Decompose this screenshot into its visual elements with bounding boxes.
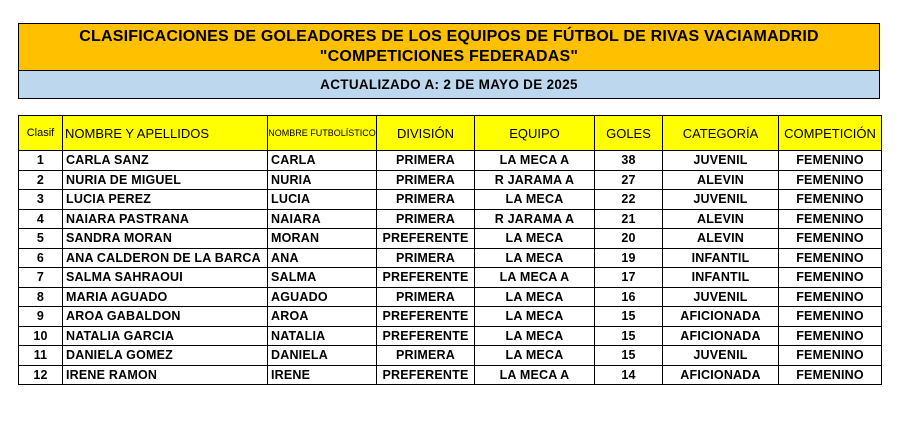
football-name-cell: AGUADO — [268, 287, 377, 307]
competition-cell: FEMENINO — [779, 151, 882, 171]
category-cell: JUVENIL — [663, 190, 779, 210]
table-row — [19, 229, 882, 249]
division-cell: PREFERENTE — [377, 229, 475, 249]
category-cell: AFICIONADA — [663, 307, 779, 327]
table-row — [19, 287, 882, 307]
updated-date: ACTUALIZADO A: 2 DE MAYO DE 2025 — [19, 71, 879, 98]
column-header-name: NOMBRE Y APELLIDOS — [63, 116, 268, 151]
column-header-competition: COMPETICIÓN — [779, 116, 882, 151]
scorers-table — [18, 115, 882, 385]
rank-cell: 1 — [19, 151, 63, 171]
table-row — [19, 190, 882, 210]
rank-cell: 5 — [19, 229, 63, 249]
team-cell: LA MECA — [475, 248, 595, 268]
division-cell: PREFERENTE — [377, 268, 475, 288]
goals-cell: 15 — [595, 346, 663, 366]
column-header-football-name: NOMBRE FUTBOLÍSTICO — [268, 116, 377, 151]
competition-cell: FEMENINO — [779, 170, 882, 190]
column-header-clasif: Clasif — [19, 116, 63, 151]
goals-cell: 27 — [595, 170, 663, 190]
full-name-cell: CARLA SANZ — [63, 151, 268, 171]
category-cell: ALEVIN — [663, 170, 779, 190]
full-name-cell: SALMA SAHRAOUI — [63, 268, 268, 288]
goals-cell: 38 — [595, 151, 663, 171]
football-name-cell: MORAN — [268, 229, 377, 249]
team-cell: LA MECA — [475, 326, 595, 346]
division-cell: PRIMERA — [377, 209, 475, 229]
table-row — [19, 170, 882, 190]
division-cell: PRIMERA — [377, 190, 475, 210]
full-name-cell: NATALIA GARCIA — [63, 326, 268, 346]
table-row — [19, 151, 882, 171]
goals-cell: 21 — [595, 209, 663, 229]
rank-cell: 6 — [19, 248, 63, 268]
full-name-cell: DANIELA GOMEZ — [63, 346, 268, 366]
division-cell: PRIMERA — [377, 346, 475, 366]
competition-cell: FEMENINO — [779, 346, 882, 366]
category-cell: ALEVIN — [663, 229, 779, 249]
column-header-goals: GOLES — [595, 116, 663, 151]
full-name-cell: ANA CALDERON DE LA BARCA — [63, 248, 268, 268]
column-header-team: EQUIPO — [475, 116, 595, 151]
football-name-cell: NAIARA — [268, 209, 377, 229]
team-cell: LA MECA — [475, 307, 595, 327]
division-cell: PRIMERA — [377, 248, 475, 268]
team-cell: LA MECA A — [475, 151, 595, 171]
football-name-cell: ANA — [268, 248, 377, 268]
football-name-cell: DANIELA — [268, 346, 377, 366]
rank-cell: 9 — [19, 307, 63, 327]
division-cell: PREFERENTE — [377, 307, 475, 327]
competition-cell: FEMENINO — [779, 326, 882, 346]
rank-cell: 8 — [19, 287, 63, 307]
football-name-cell: CARLA — [268, 151, 377, 171]
competition-cell: FEMENINO — [779, 190, 882, 210]
division-cell: PRIMERA — [377, 287, 475, 307]
table-row — [19, 346, 882, 366]
rank-cell: 4 — [19, 209, 63, 229]
full-name-cell: MARIA AGUADO — [63, 287, 268, 307]
page-title-line-2: "COMPETICIONES FEDERADAS" — [319, 48, 579, 65]
team-cell: LA MECA A — [475, 365, 595, 385]
category-cell: INFANTIL — [663, 268, 779, 288]
table-row — [19, 307, 882, 327]
goals-cell: 14 — [595, 365, 663, 385]
competition-cell: FEMENINO — [779, 209, 882, 229]
table-row — [19, 326, 882, 346]
competition-cell: FEMENINO — [779, 248, 882, 268]
goals-cell: 15 — [595, 307, 663, 327]
goals-cell: 17 — [595, 268, 663, 288]
goals-cell: 16 — [595, 287, 663, 307]
category-cell: ALEVIN — [663, 209, 779, 229]
team-cell: LA MECA — [475, 287, 595, 307]
category-cell: AFICIONADA — [663, 326, 779, 346]
football-name-cell: LUCIA — [268, 190, 377, 210]
rank-cell: 12 — [19, 365, 63, 385]
team-cell: R JARAMA A — [475, 170, 595, 190]
division-cell: PREFERENTE — [377, 326, 475, 346]
category-cell: AFICIONADA — [663, 365, 779, 385]
team-cell: LA MECA — [475, 346, 595, 366]
table-row — [19, 248, 882, 268]
goals-cell: 19 — [595, 248, 663, 268]
title-banner — [18, 23, 880, 99]
category-cell: INFANTIL — [663, 248, 779, 268]
competition-cell: FEMENINO — [779, 229, 882, 249]
rank-cell: 10 — [19, 326, 63, 346]
page-title-line-1: CLASIFICACIONES DE GOLEADORES DE LOS EQUIPOS DE FÚTBOL DE RIVAS VACIAMADRID — [79, 28, 819, 45]
division-cell: PREFERENTE — [377, 365, 475, 385]
rank-cell: 11 — [19, 346, 63, 366]
team-cell: LA MECA — [475, 190, 595, 210]
rank-cell: 2 — [19, 170, 63, 190]
goals-cell: 22 — [595, 190, 663, 210]
competition-cell: FEMENINO — [779, 365, 882, 385]
goals-cell: 20 — [595, 229, 663, 249]
goals-cell: 15 — [595, 326, 663, 346]
football-name-cell: SALMA — [268, 268, 377, 288]
team-cell: R JARAMA A — [475, 209, 595, 229]
full-name-cell: AROA GABALDON — [63, 307, 268, 327]
category-cell: JUVENIL — [663, 151, 779, 171]
category-cell: JUVENIL — [663, 346, 779, 366]
division-cell: PRIMERA — [377, 151, 475, 171]
table-row — [19, 365, 882, 385]
competition-cell: FEMENINO — [779, 307, 882, 327]
table-row — [19, 209, 882, 229]
football-name-cell: NATALIA — [268, 326, 377, 346]
division-cell: PRIMERA — [377, 170, 475, 190]
category-cell: JUVENIL — [663, 287, 779, 307]
competition-cell: FEMENINO — [779, 268, 882, 288]
team-cell: LA MECA A — [475, 268, 595, 288]
table-header-row — [19, 116, 882, 151]
page-title — [19, 24, 879, 71]
column-header-division: DIVISIÓN — [377, 116, 475, 151]
rank-cell: 3 — [19, 190, 63, 210]
football-name-cell: IRENE — [268, 365, 377, 385]
team-cell: LA MECA — [475, 229, 595, 249]
football-name-cell: NURIA — [268, 170, 377, 190]
rank-cell: 7 — [19, 268, 63, 288]
column-header-category: CATEGORÍA — [663, 116, 779, 151]
full-name-cell: NURIA DE MIGUEL — [63, 170, 268, 190]
full-name-cell: LUCIA PEREZ — [63, 190, 268, 210]
competition-cell: FEMENINO — [779, 287, 882, 307]
full-name-cell: IRENE RAMON — [63, 365, 268, 385]
full-name-cell: NAIARA PASTRANA — [63, 209, 268, 229]
full-name-cell: SANDRA MORAN — [63, 229, 268, 249]
table-row — [19, 268, 882, 288]
football-name-cell: AROA — [268, 307, 377, 327]
